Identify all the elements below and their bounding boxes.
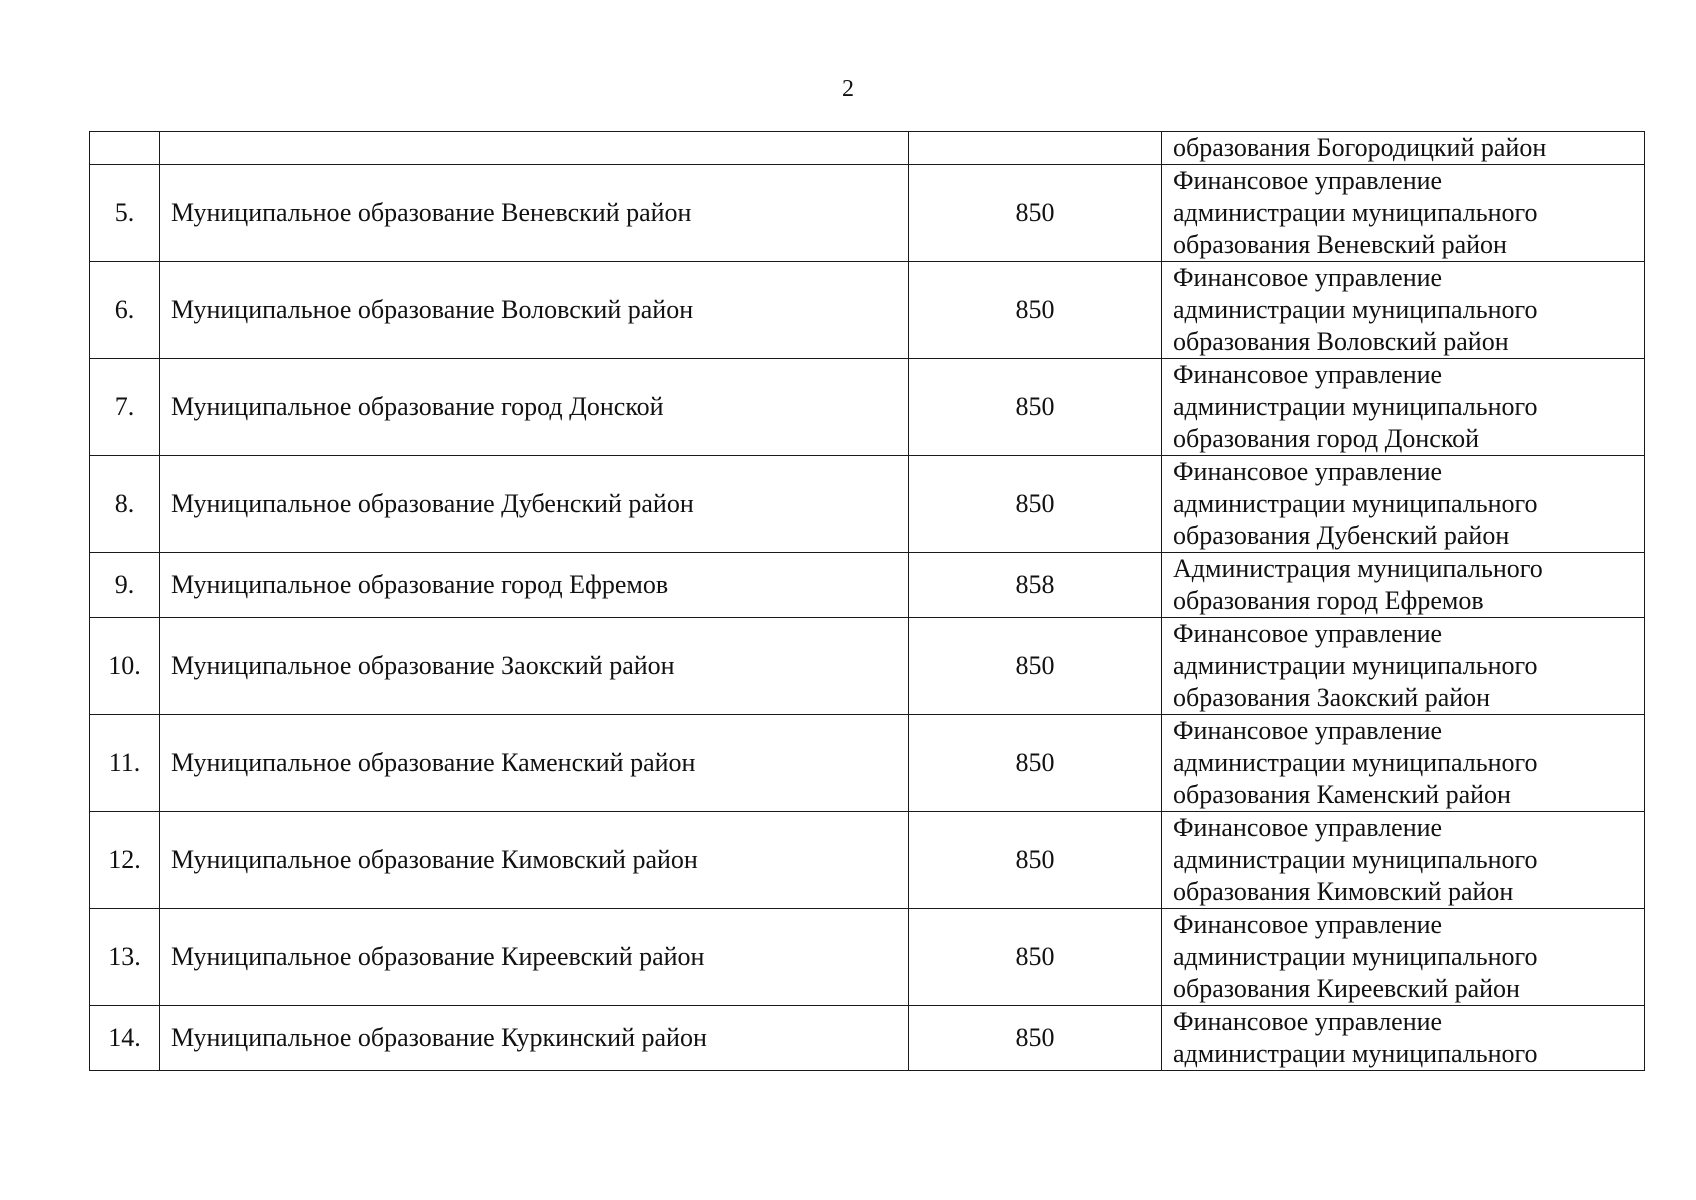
table-row <box>90 715 1645 812</box>
municipality-name: Муниципальное образование город Ефремов <box>160 553 909 618</box>
municipality-name: Муниципальное образование Кимовский район <box>160 812 909 909</box>
municipality-name: Муниципальное образование Киреевский район <box>160 909 909 1006</box>
organization-line: администрации муниципального <box>1173 489 1538 518</box>
organization-cell <box>1162 132 1645 165</box>
table-row <box>90 909 1645 1006</box>
table-row <box>90 618 1645 715</box>
organization-line: Финансовое управление <box>1173 619 1443 648</box>
organization-line: администрации муниципального <box>1173 1039 1538 1068</box>
organization-line: администрации муниципального <box>1173 748 1538 777</box>
table-row <box>90 456 1645 553</box>
table-row <box>90 1006 1645 1071</box>
municipality-name <box>160 132 909 165</box>
organization-line: администрации муниципального <box>1173 392 1538 421</box>
organization-line: администрации муниципального <box>1173 942 1538 971</box>
code-cell <box>909 132 1162 165</box>
table-row <box>90 812 1645 909</box>
organization-cell <box>1162 553 1645 618</box>
code-cell: 858 <box>909 553 1162 618</box>
row-number: 7. <box>90 359 160 456</box>
code-cell: 850 <box>909 909 1162 1006</box>
organization-line: образования Заокский район <box>1173 683 1491 712</box>
municipality-name: Муниципальное образование Веневский район <box>160 165 909 262</box>
table-body <box>90 132 1645 1071</box>
organization-line: образования Киреевский район <box>1173 974 1520 1003</box>
organization-cell <box>1162 456 1645 553</box>
organization-cell <box>1162 262 1645 359</box>
organization-line: образования Дубенский район <box>1173 521 1510 550</box>
organization-cell <box>1162 618 1645 715</box>
code-cell: 850 <box>909 359 1162 456</box>
row-number: 5. <box>90 165 160 262</box>
municipality-name: Муниципальное образование Воловский район <box>160 262 909 359</box>
municipality-name: Муниципальное образование город Донской <box>160 359 909 456</box>
code-cell: 850 <box>909 812 1162 909</box>
organization-line: Финансовое управление <box>1173 1007 1443 1036</box>
organization-line: образования Каменский район <box>1173 780 1511 809</box>
organization-line: образования Кимовский район <box>1173 877 1514 906</box>
row-number: 9. <box>90 553 160 618</box>
table-row <box>90 359 1645 456</box>
organization-line: Финансовое управление <box>1173 263 1443 292</box>
organization-line: администрации муниципального <box>1173 845 1538 874</box>
code-cell: 850 <box>909 1006 1162 1071</box>
organization-line: администрации муниципального <box>1173 651 1538 680</box>
organization-line: образования Богородицкий район <box>1173 133 1547 162</box>
row-number: 14. <box>90 1006 160 1071</box>
row-number: 10. <box>90 618 160 715</box>
municipality-name: Муниципальное образование Каменский район <box>160 715 909 812</box>
municipality-name: Муниципальное образование Куркинский район <box>160 1006 909 1071</box>
table-row <box>90 132 1645 165</box>
row-number: 8. <box>90 456 160 553</box>
organization-line: Финансовое управление <box>1173 813 1443 842</box>
organization-cell <box>1162 359 1645 456</box>
code-cell: 850 <box>909 262 1162 359</box>
organization-line: образования Воловский район <box>1173 327 1509 356</box>
row-number: 6. <box>90 262 160 359</box>
table-row <box>90 165 1645 262</box>
organization-line: Администрация муниципального <box>1173 554 1543 583</box>
municipal-table <box>89 131 1645 1071</box>
municipality-name: Муниципальное образование Заокский район <box>160 618 909 715</box>
organization-line: Финансовое управление <box>1173 910 1443 939</box>
organization-line: администрации муниципального <box>1173 198 1538 227</box>
code-cell: 850 <box>909 715 1162 812</box>
organization-cell <box>1162 165 1645 262</box>
row-number: 12. <box>90 812 160 909</box>
municipality-name: Муниципальное образование Дубенский район <box>160 456 909 553</box>
organization-line: Финансовое управление <box>1173 716 1443 745</box>
organization-line: Финансовое управление <box>1173 360 1443 389</box>
organization-line: Финансовое управление <box>1173 457 1443 486</box>
code-cell: 850 <box>909 456 1162 553</box>
organization-cell <box>1162 812 1645 909</box>
organization-line: администрации муниципального <box>1173 295 1538 324</box>
row-number: 13. <box>90 909 160 1006</box>
organization-cell <box>1162 909 1645 1006</box>
row-number <box>90 132 160 165</box>
code-cell: 850 <box>909 165 1162 262</box>
row-number: 11. <box>90 715 160 812</box>
organization-line: образования Веневский район <box>1173 230 1507 259</box>
table-row <box>90 553 1645 618</box>
organization-line: Финансовое управление <box>1173 166 1443 195</box>
organization-line: образования город Донской <box>1173 424 1480 453</box>
organization-line: образования город Ефремов <box>1173 586 1484 615</box>
page-number: 2 <box>842 76 854 102</box>
code-cell: 850 <box>909 618 1162 715</box>
table-row <box>90 262 1645 359</box>
organization-cell <box>1162 715 1645 812</box>
organization-cell <box>1162 1006 1645 1071</box>
